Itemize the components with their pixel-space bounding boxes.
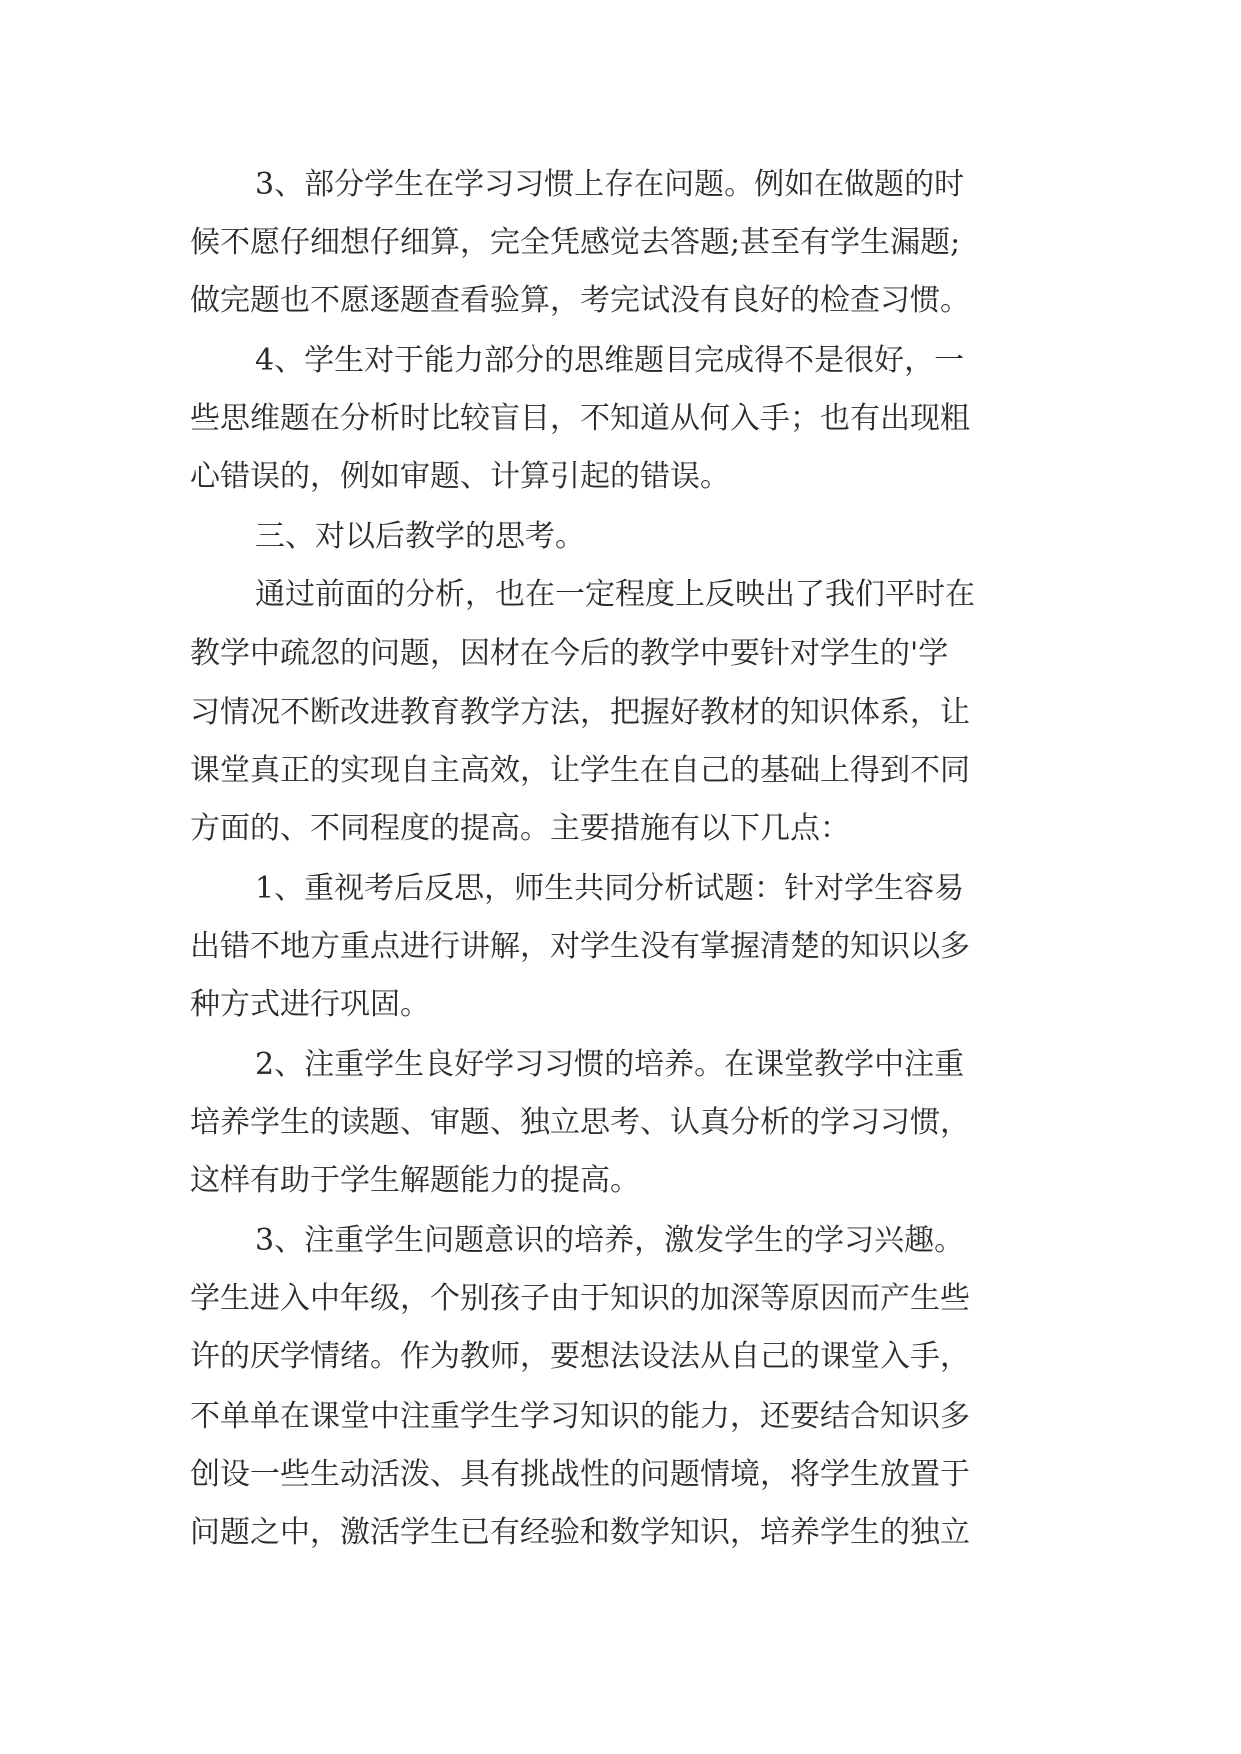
text-line: 习情况不断改进教育教学方法，把握好教材的知识体系，让	[190, 695, 970, 730]
text-line: 4、学生对于能力部分的思维题目完成得不是很好，一	[255, 343, 965, 378]
text-line: 课堂真正的实现自主高效，让学生在自己的基础上得到不同	[190, 753, 970, 788]
text-line: 3、注重学生问题意识的培养，激发学生的学习兴趣。	[255, 1223, 965, 1258]
text-line: 心错误的，例如审题、计算引起的错误。	[190, 459, 730, 494]
text-line: 这样有助于学生解题能力的提高。	[190, 1163, 640, 1198]
section-heading: 三、对以后教学的思考。	[255, 519, 585, 554]
text-line: 1、重视考后反思，师生共同分析试题：针对学生容易	[255, 871, 965, 906]
text-line: 2、注重学生良好学习习惯的培养。在课堂教学中注重	[255, 1047, 965, 1082]
text-line: 通过前面的分析，也在一定程度上反映出了我们平时在	[255, 577, 975, 612]
text-line: 种方式进行巩固。	[190, 987, 430, 1022]
text-line: 3、部分学生在学习习惯上存在问题。例如在做题的时	[255, 167, 965, 202]
text-line: 做完题也不愿逐题查看验算，考完试没有良好的检查习惯。	[190, 283, 970, 318]
text-line: 不单单在课堂中注重学生学习知识的能力，还要结合知识多	[190, 1399, 970, 1434]
text-line: 培养学生的读题、审题、独立思考、认真分析的学习习惯，	[190, 1105, 970, 1140]
text-line: 候不愿仔细想仔细算，完全凭感觉去答题;甚至有学生漏题;	[190, 225, 961, 260]
text-line: 出错不地方重点进行讲解，对学生没有掌握清楚的知识以多	[190, 929, 970, 964]
text-line: 学生进入中年级，个别孩子由于知识的加深等原因而产生些	[190, 1281, 970, 1316]
text-line: 些思维题在分析时比较盲目，不知道从何入手；也有出现粗	[190, 401, 970, 436]
text-line: 创设一些生动活泼、具有挑战性的问题情境，将学生放置于	[190, 1457, 970, 1492]
text-line: 教学中疏忽的问题，因材在今后的教学中要针对学生的'学	[190, 636, 949, 671]
text-line: 许的厌学情绪。作为教师，要想法设法从自己的课堂入手，	[190, 1339, 970, 1374]
text-line: 方面的、不同程度的提高。主要措施有以下几点：	[190, 811, 850, 846]
text-line: 问题之中，激活学生已有经验和数学知识，培养学生的独立	[190, 1515, 970, 1550]
